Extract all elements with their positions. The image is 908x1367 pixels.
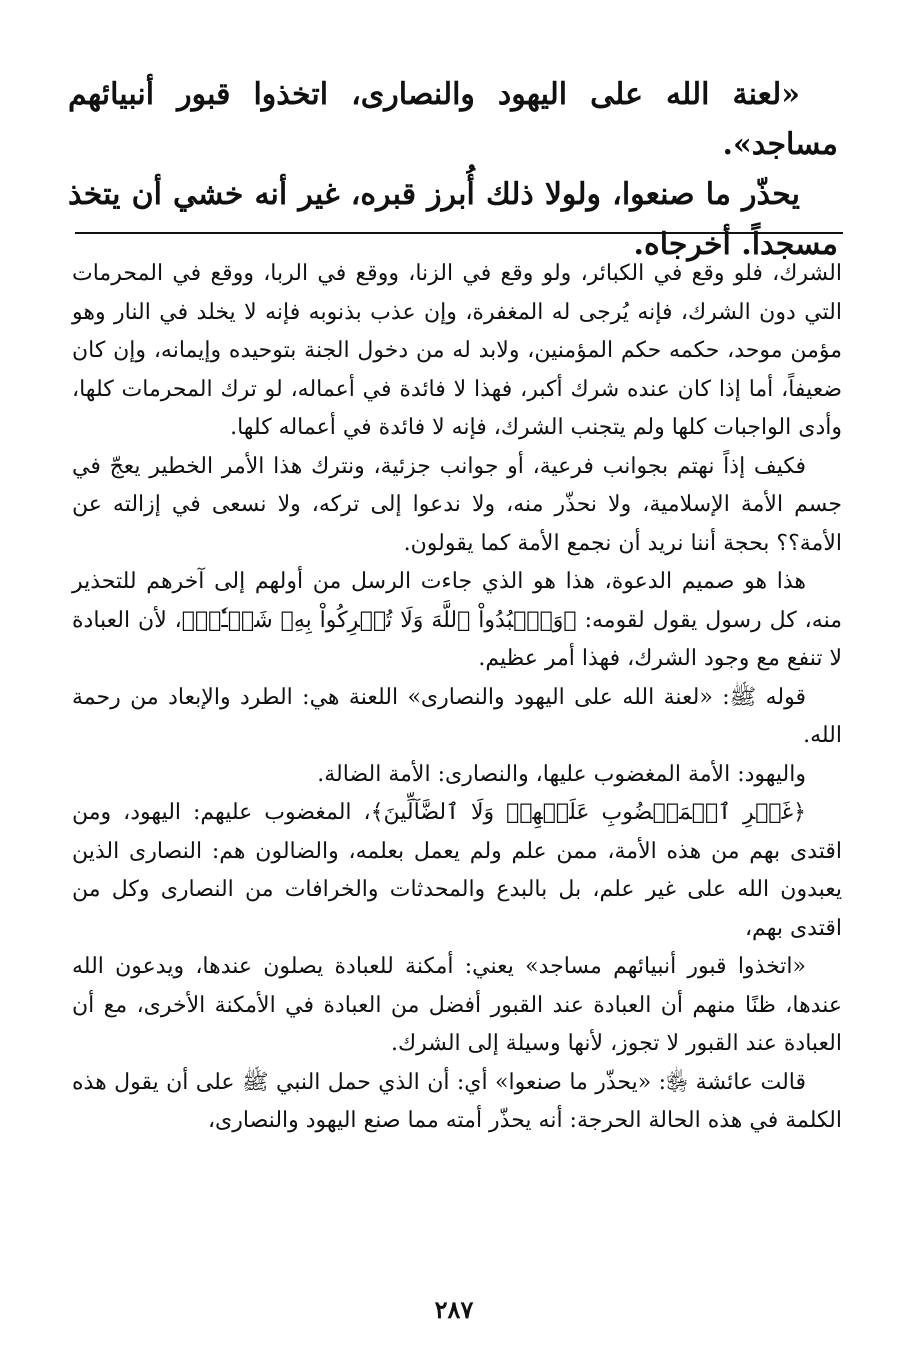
paragraph-jews-christians: واليهود: الأمة المغضوب عليها، والنصارى: الأمة الضالة.: [317, 761, 806, 787]
paragraph-fatiha-verse: ﴿غَيۡرِ ٱلۡمَغۡضُوبِ عَلَيۡهِمۡ وَلَا ٱلضَّآلِّينَ﴾، المغضوب عليهم: اليهود، ومن اقتدى بهم من هذه الأمة، ممن علم ولم يعمل بعلمه، والضالون هم: النصارى الذين يعبدون الله على غير علم، بل بالبدع والمحدثات والخرافات من النصارى وكل من اقتدى بهم،: [72, 800, 842, 941]
paragraph-side-issues: فكيف إذاً نهتم بجوانب فرعية، أو جوانب جزئية، ونترك هذا الأمر الخطير يعجّ في جسم الأمة الإسلامية، ولا نحذّر منه، ولا ندعوا إلى تركه، ولا نسعى في إزالته عن الأمة؟؟ بحجة أننا نريد أن نجمع الأمة كما يقولون.: [72, 453, 842, 556]
page-number: ٢٨٧: [434, 1295, 474, 1324]
paragraph-core-of-dawah: هذا هو صميم الدعوة، هذا هو الذي جاءت الرسل من أولهم إلى آخرهم للتحذير منه، كل رسول يقول لقومه: ﴿وَٱعۡبُدُواْ ٱللَّهَ وَلَا تُشۡرِكُواْ بِهِۦ شَيۡـٔٗاۖ﴾، لأن العبادة لا تنفع مع وجود الشرك، فهذا أمر عظيم.: [72, 569, 842, 671]
hadith-line-2: يحذّر ما صنعوا، ولولا ذلك أُبرز قبره، غير أنه خشي أن يتخذ مسجداً. أخرجاه.: [68, 177, 838, 262]
paragraph-aisha-saying: قالت عائشة ﵂: «يحذّر ما صنعوا» أي: أن الذي حمل النبي ﷺ على أن يقول هذه الكلمة في هذه الحالة الحرجة: أنه يحذّر أمته مما صنع اليهود والنصارى،: [72, 1069, 842, 1133]
section-divider: [75, 232, 843, 234]
commentary-body: [72, 255, 842, 1141]
paragraph-continuation: الشرك، فلو وقع في الكبائر، ولو وقع في الزنا، ووقع في الربا، ووقع في المحرمات التي دون الشرك، فإنه يُرجى له المغفرة، وإن عذب بذنوبه فإنه لا يخلد في النار وهو مؤمن موحد، حكمه حكم المؤمنين، ولابد له من دخول الجنة بتوحيده وإيمانه، وإن كان ضعيفاً، أما إذا كان عنده شرك أكبر، فهذا لا فائدة في أعماله، لو ترك المحرمات كلها، وأدى الواجبات كلها ولم يتجنب الشرك، فإنه لا فائدة في أعماله كلها.: [72, 261, 842, 440]
hadith-quote-block: [68, 70, 838, 270]
paragraph-graves-mosques: «اتخذوا قبور أنبيائهم مساجد» يعني: أمكنة للعبادة يصلون عندها، ويدعون الله عندها، ظنًا منهم أن العبادة عند القبور أفضل من العبادة في الأمكنة الأخرى، مع أن العبادة عند القبور لا تجوز، لأنها وسيلة إلى الشرك.: [72, 954, 842, 1056]
hadith-line-1: «لعنة الله على اليهود والنصارى، اتخذوا قبور أنبيائهم مساجد».: [68, 77, 838, 162]
paragraph-curse-meaning: قوله ﷺ: «لعنة الله على اليهود والنصارى» اللعنة هي: الطرد والإبعاد من رحمة الله.: [72, 684, 842, 748]
